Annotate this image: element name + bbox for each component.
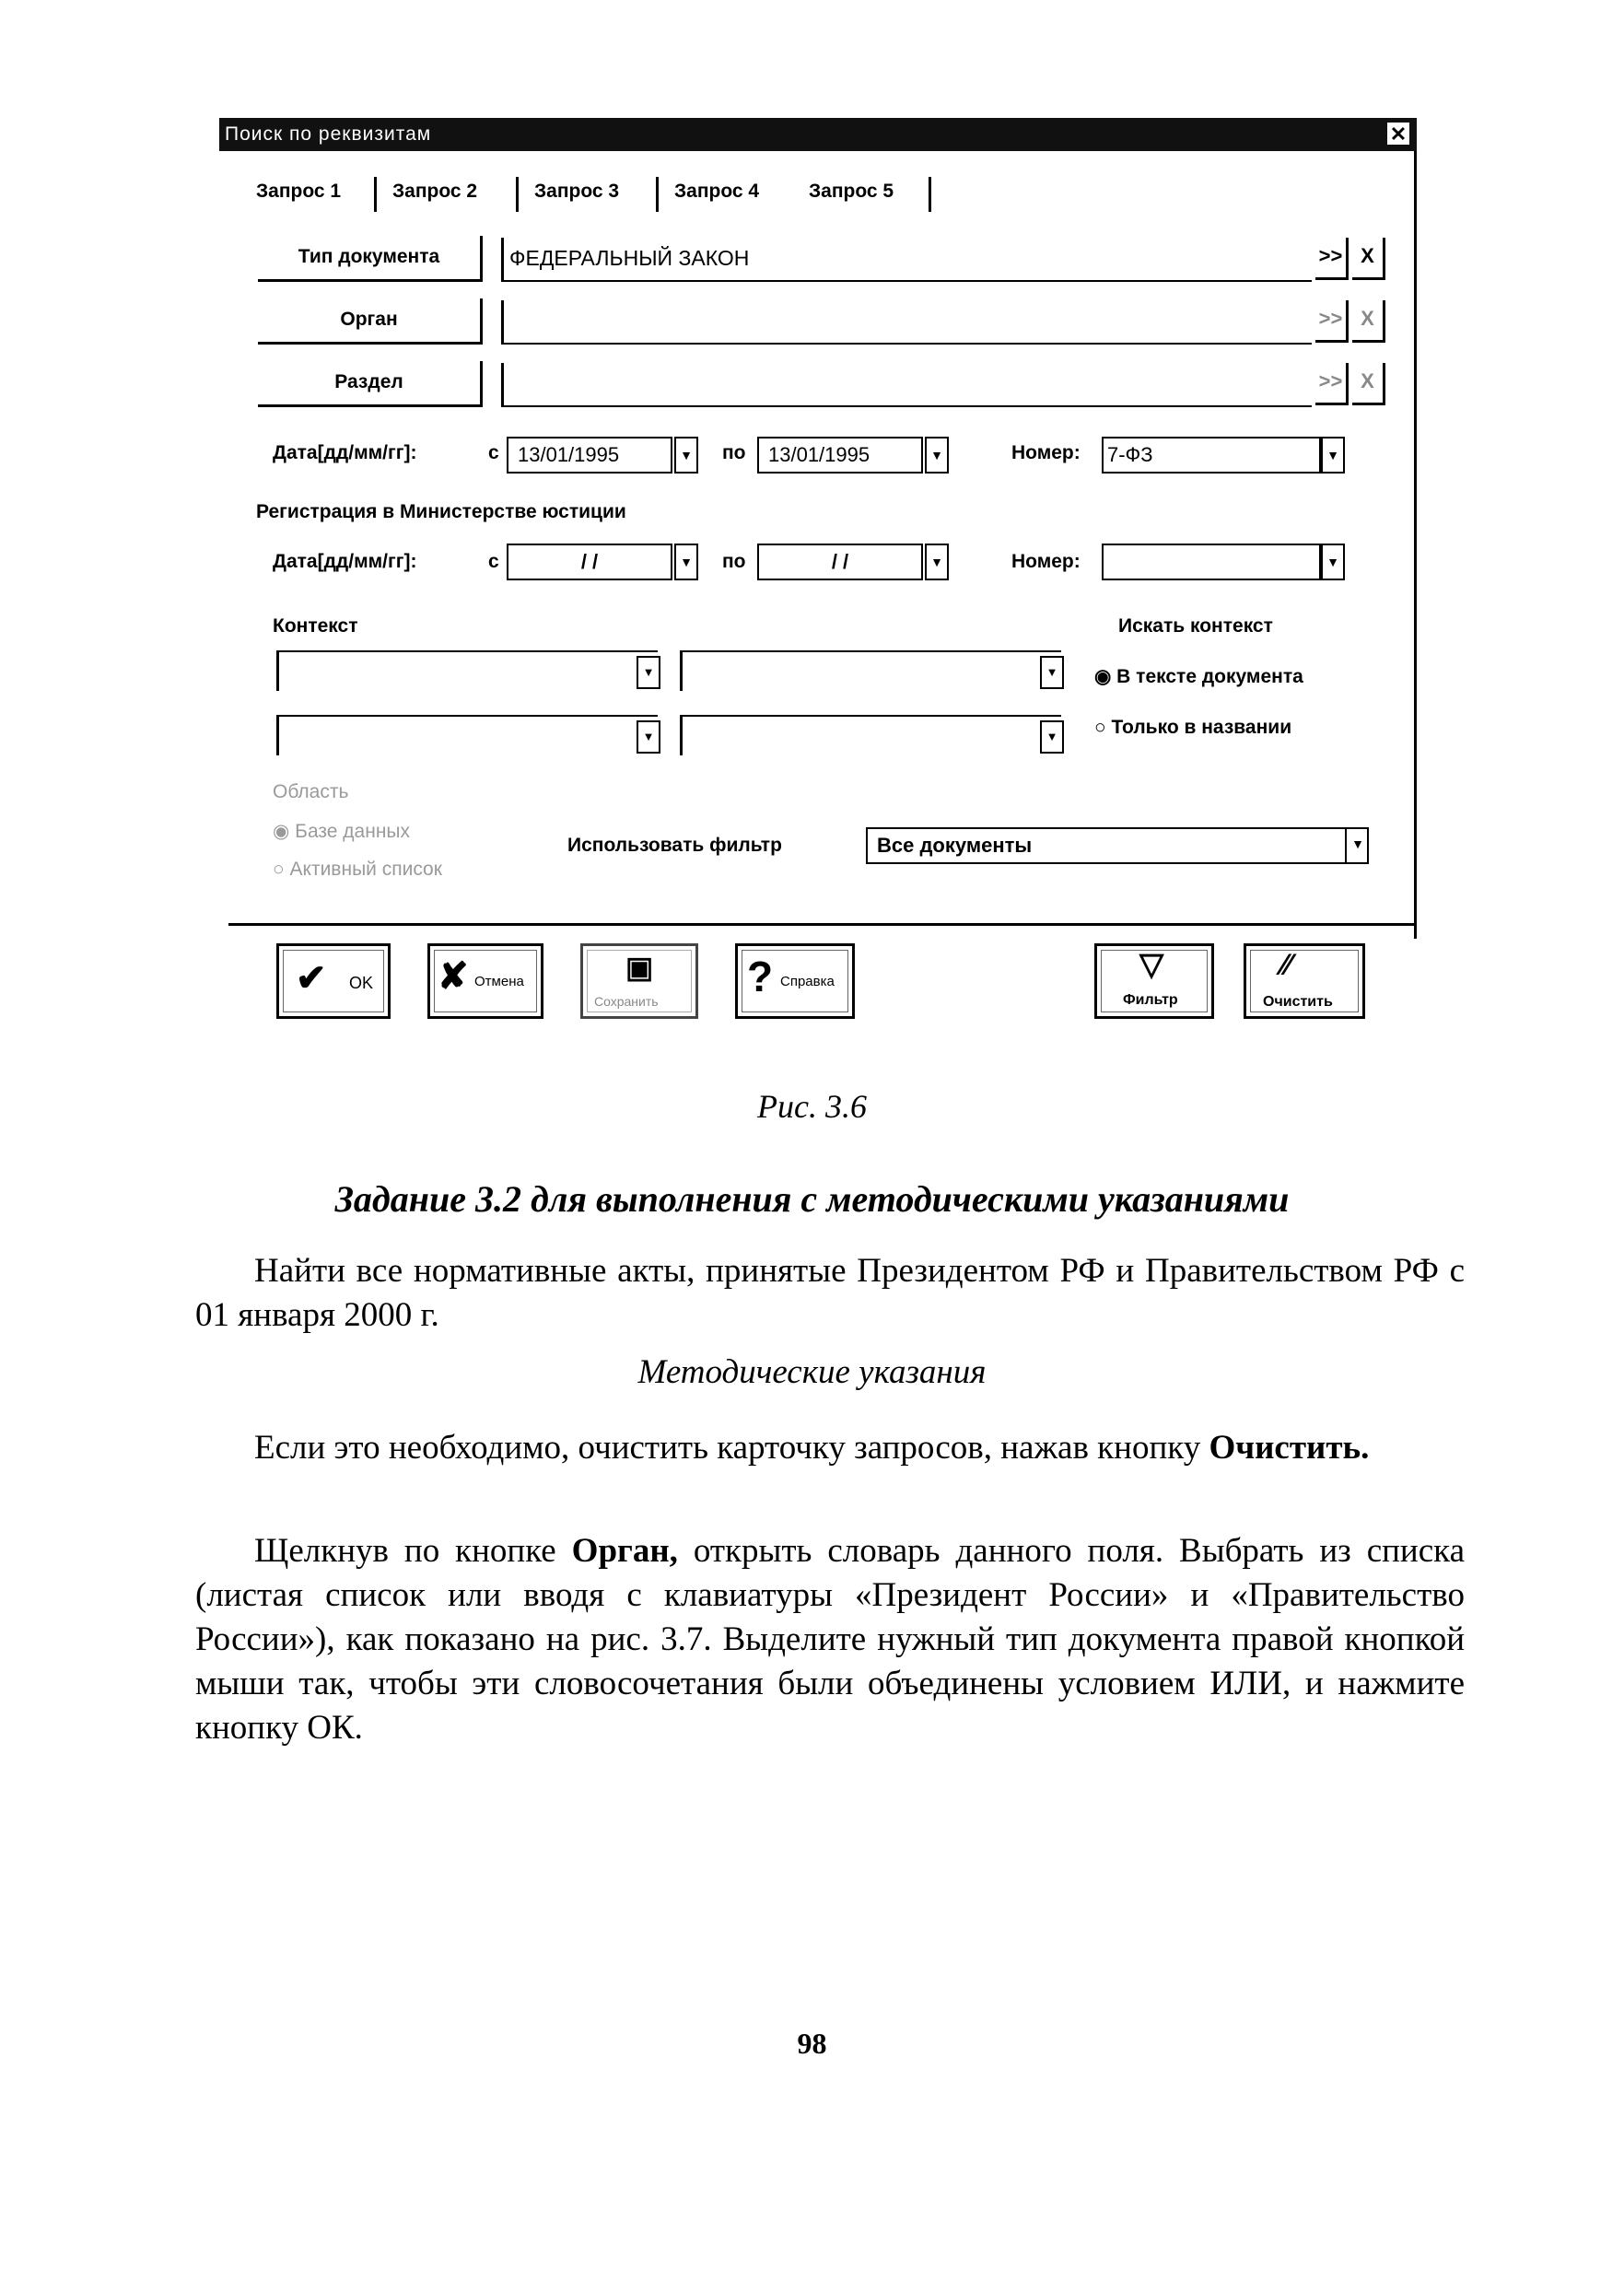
tab-query-1[interactable]: Запрос 1 [256,181,342,202]
reg-date-from-dropdown[interactable]: ▼ [674,544,698,580]
instruction-1-bold: Очистить. [1209,1429,1370,1467]
doc-type-select-button[interactable]: >> [1315,238,1349,280]
cancel-x-icon: ✘ [438,956,469,997]
dialog-title: Поиск по реквизитам [225,123,432,145]
chevron-down-icon[interactable]: ▼ [637,656,660,689]
dialog-frame-right [1414,151,1417,939]
filter-dropdown[interactable]: ▼ [1345,827,1369,864]
tab-separator [656,177,659,212]
date-from-dropdown[interactable]: ▼ [674,437,698,474]
reg-date-to-label: по [722,551,746,572]
cancel-button[interactable] [427,943,543,1019]
doc-type-clear-button[interactable]: X [1352,238,1385,280]
context-combo-2[interactable] [680,650,1061,691]
number-dropdown[interactable]: ▼ [1321,437,1345,474]
number-label: Номер: [1011,442,1081,463]
chevron-down-icon[interactable]: ▼ [637,720,660,754]
question-icon: ? [747,953,774,1000]
doc-type-field[interactable]: ФЕДЕРАЛЬНЫЙ ЗАКОН [501,238,1312,282]
radio-in-title[interactable]: ○ Только в названии [1094,717,1292,738]
radio-in-text-label: В тексте документа [1116,666,1303,687]
ok-button[interactable] [276,943,391,1019]
area-label: Область [273,781,349,802]
date-to-label: по [722,442,746,463]
chevron-down-icon[interactable]: ▼ [1040,656,1064,689]
search-context-label: Искать контекст [1118,615,1273,637]
help-button-label: Справка [780,974,835,989]
radio-database-label: Базе данных [295,821,411,842]
section-button[interactable]: Раздел [258,361,483,407]
registration-label: Регистрация в Министерстве юстиции [256,501,626,522]
context-combo-4[interactable] [680,715,1061,755]
task-paragraph: Найти все нормативные акты, принятые Президентом РФ и Правительством РФ с 01 января 2000 г. [195,1252,1465,1334]
date-to-dropdown[interactable]: ▼ [925,437,949,474]
chevron-down-icon[interactable]: ▼ [1040,720,1064,754]
section-clear-button[interactable]: X [1352,363,1385,405]
instruction-paragraph-1 [195,1426,1465,1470]
search-by-requisites-dialog [219,118,1417,1010]
reg-number-input[interactable] [1102,544,1321,580]
filter-button[interactable] [1094,943,1214,1019]
reg-number-label: Номер: [1011,551,1081,572]
guidelines-heading: Методические указания [637,1353,987,1391]
tab-separator [929,177,931,212]
save-disk-icon: ▣ [625,951,654,984]
cancel-button-label: Отмена [474,974,524,989]
instruction-2-post: открыть словарь данного поля. Выбрать из списка (листая список или вводя с клавиатуры «Президент России» и «Правительство России»), как показано на рис. 3.7. Выделите нужный тип документа правой кнопкой мыши так, чтобы эти словосочетания были объединены условием ИЛИ, и нажмите кнопку ОК. [195,1532,1465,1747]
number-input[interactable]: 7-ФЗ [1102,437,1321,474]
tab-separator [516,177,519,212]
radio-database[interactable]: ◉ Базе данных [273,821,411,842]
dialog-titlebar [219,118,1417,151]
tab-query-4[interactable]: Запрос 4 [674,181,760,202]
section-select-button[interactable]: >> [1315,363,1349,405]
eraser-icon: ⁄⁄ [1281,948,1291,981]
clear-button-label: Очистить [1263,994,1333,1010]
instruction-2-bold: Орган, [571,1532,678,1570]
organ-select-button[interactable]: >> [1315,300,1349,343]
radio-in-text[interactable]: ◉ В тексте документа [1094,666,1303,687]
clear-button[interactable] [1244,943,1365,1019]
date-from-label: с [488,442,499,463]
close-icon[interactable]: ✕ [1387,123,1409,145]
context-label: Контекст [273,615,358,637]
tab-query-5[interactable]: Запрос 5 [809,181,894,202]
reg-date-label: Дата[дд/мм/гг]: [273,551,417,572]
save-button-label: Сохранить [594,994,659,1009]
tab-query-3[interactable]: Запрос 3 [534,181,620,202]
page-number: 98 [797,2027,827,2060]
date-label: Дата[дд/мм/гг]: [273,442,417,463]
save-button[interactable] [580,943,698,1019]
doc-type-button[interactable]: Тип документа [258,236,483,282]
date-to-input[interactable]: 13/01/1995 [757,437,923,474]
tab-separator [374,177,377,212]
organ-clear-button[interactable]: X [1352,300,1385,343]
tab-query-2[interactable]: Запрос 2 [392,181,478,202]
help-button[interactable] [735,943,855,1019]
radio-active-list-label: Активный список [289,859,442,880]
instruction-1-text: Если это необходимо, очистить карточку запросов, нажав кнопку [254,1429,1201,1467]
dialog-frame-bottom [228,923,1417,926]
radio-active-list[interactable]: ○ Активный список [273,859,442,880]
reg-date-from-label: с [488,551,499,572]
radio-in-title-label: Только в названии [1111,717,1292,738]
context-combo-1[interactable] [276,650,658,691]
task-heading: Задание 3.2 для выполнения с методическими указаниями [334,1178,1290,1220]
reg-date-to-input[interactable]: / / [757,544,923,580]
section-field[interactable] [501,363,1312,407]
organ-button[interactable]: Орган [258,298,483,345]
checkmark-icon: ✔ [296,958,327,999]
filter-select[interactable]: Все документы [866,827,1369,864]
figure-caption: Рис. 3.6 [757,1088,867,1125]
context-combo-3[interactable] [276,715,658,755]
date-from-input[interactable]: 13/01/1995 [507,437,672,474]
instruction-paragraph-2 [195,1529,1465,1750]
ok-button-label: OK [349,974,374,992]
organ-field[interactable] [501,300,1312,345]
reg-date-to-dropdown[interactable]: ▼ [925,544,949,580]
filter-button-label: Фильтр [1123,992,1178,1008]
reg-date-from-input[interactable]: / / [507,544,672,580]
reg-number-dropdown[interactable]: ▼ [1321,544,1345,580]
funnel-icon: ▽ [1139,947,1164,982]
filter-label: Использовать фильтр [567,835,782,856]
instruction-2-pre: Щелкнув по кнопке [254,1532,556,1570]
